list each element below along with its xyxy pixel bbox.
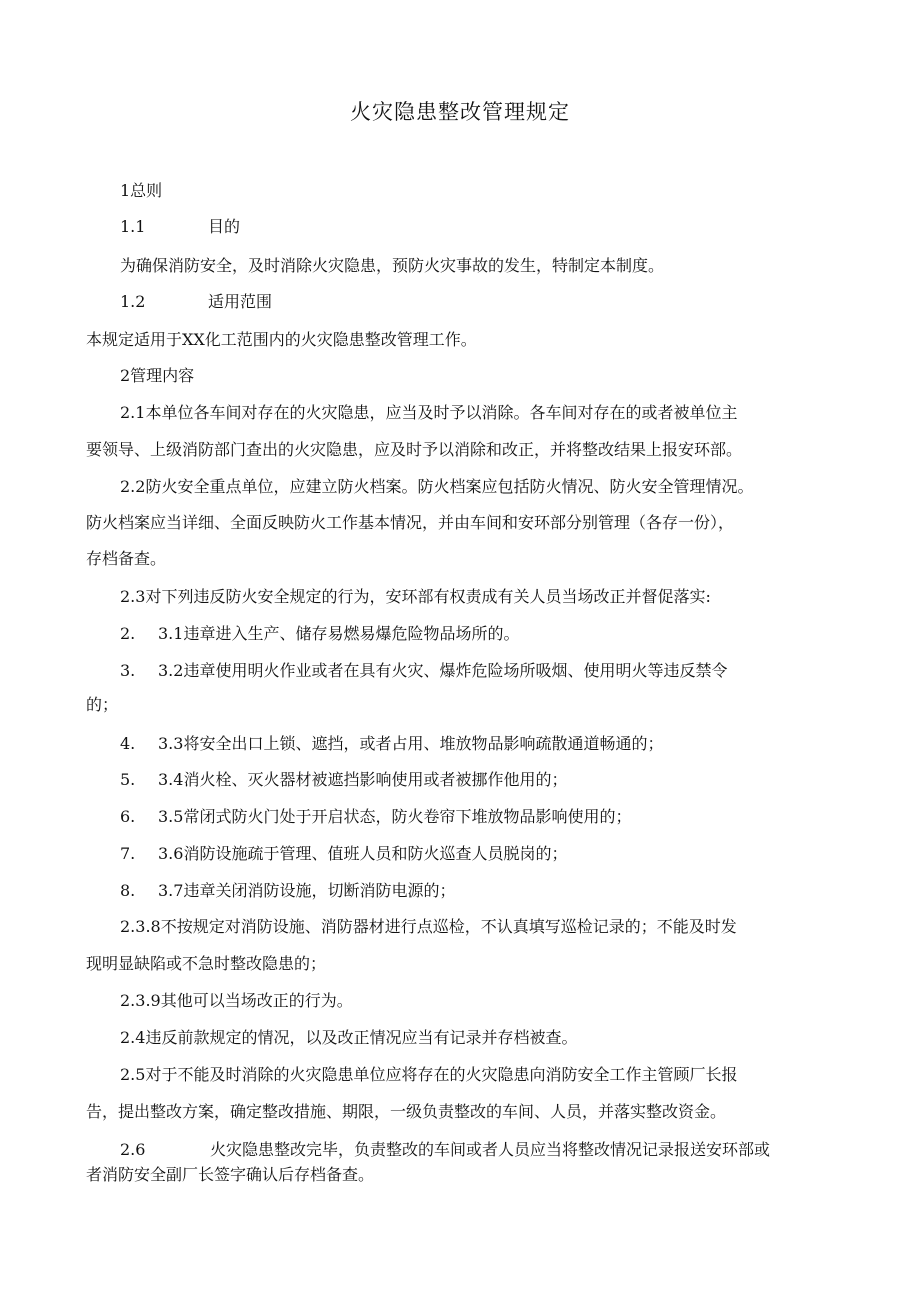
- paragraph: 2.3对下列违反防火安全规定的行为，安环部有权责成有关人员当场改正并督促落实:: [120, 587, 711, 606]
- list-item-number: 4.: [120, 734, 136, 753]
- paragraph: 本规定适用于XX化工范围内的火灾隐患整改管理工作。: [86, 330, 477, 349]
- list-item-text: 3.7违章关闭消防设施，切断消防电源的；: [158, 881, 456, 900]
- list-item-text: 3.1违章进入生产、储存易燃易爆危险物品场所的。: [158, 624, 520, 643]
- subsection-heading: [120, 216, 240, 238]
- paragraph-continuation: 告，提出整改方案，确定整改措施、期限，一级负责整改的车间、人员，并落实整改资金。: [86, 1102, 727, 1121]
- section-heading: 2管理内容: [120, 366, 195, 385]
- list-item: [120, 843, 567, 865]
- subsection-title: 适用范围: [208, 292, 273, 311]
- list-item: [120, 769, 567, 791]
- paragraph: 2.2防火安全重点单位，应建立防火档案。防火档案应包括防火情况、防火安全管理情况。: [120, 477, 754, 496]
- list-item-text: 3.3将安全出口上锁、遮挡，或者占用、堆放物品影响疏散通道畅通的；: [158, 734, 664, 753]
- paragraph: 2.1本单位各车间对存在的火灾隐患，应当及时予以消除。各车间对存在的或者被单位主: [120, 403, 738, 422]
- list-item-number: 5.: [120, 770, 136, 789]
- list-item-text: 3.4消火栓、灭火器材被遮挡影响使用或者被挪作他用的；: [158, 770, 568, 789]
- list-item-number: 7.: [120, 844, 136, 863]
- paragraph-continuation: 现明显缺陷或不急时整改隐患的；: [86, 954, 327, 973]
- list-item-text: 3.5常闭式防火门处于开启状态，防火卷帘下堆放物品影响使用的；: [158, 807, 632, 826]
- paragraph: 2.5对于不能及时消除的火灾隐患单位应将存在的火灾隐患向消防安全工作主管顾厂长报: [120, 1065, 738, 1084]
- subsection-number: 1.2: [120, 292, 146, 311]
- paragraph: 2.4违反前款规定的情况，以及改正情况应当有记录并存档被查。: [120, 1028, 578, 1047]
- paragraph-continuation: 存档备查。: [86, 549, 167, 568]
- paragraph: 2.3.9其他可以当场改正的行为。: [120, 991, 353, 1010]
- list-item: [120, 660, 727, 682]
- subsection-heading: [120, 291, 272, 313]
- list-item-continuation: 的；: [86, 695, 119, 714]
- subsection-number: 2.6: [120, 1140, 146, 1159]
- list-item-number: 2.: [120, 624, 136, 643]
- paragraph-continuation: 防火档案应当详细、全面反映防火工作基本情况，并由车间和安环部分别管理（各存一份），: [86, 513, 735, 532]
- subsection-number: 1.1: [120, 217, 146, 236]
- paragraph-continuation: 者消防安全副厂长签字确认后存档备查。: [86, 1165, 375, 1184]
- paragraph: 为确保消防安全，及时消除火灾隐患，预防火灾事故的发生，特制定本制度。: [120, 256, 665, 275]
- list-item-number: 3.: [120, 661, 136, 680]
- list-item: [120, 880, 455, 902]
- list-item: [120, 733, 663, 755]
- list-item: [120, 806, 631, 828]
- paragraph-continuation: 要领导、上级消防部门查出的火灾隐患，应及时予以消除和改正，并将整改结果上报安环部。: [86, 440, 743, 459]
- subsection-paragraph: [120, 1139, 770, 1161]
- list-item: [120, 623, 519, 645]
- list-item-text: 3.6消防设施疏于管理、值班人员和防火巡查人员脱岗的；: [158, 844, 568, 863]
- paragraph: 2.3.8不按规定对消防设施、消防器材进行点巡检，不认真填写巡检记录的；不能及时发: [120, 917, 737, 936]
- subsection-title: 目的: [208, 217, 241, 236]
- document-title: 火灾隐患整改管理规定: [350, 100, 570, 124]
- list-item-number: 8.: [120, 881, 136, 900]
- section-heading: 1总则: [120, 181, 163, 200]
- subsection-text: 火灾隐患整改完毕，负责整改的车间或者人员应当将整改情况记录报送安环部或: [210, 1140, 771, 1159]
- list-item-text: 3.2违章使用明火作业或者在具有火灾、爆炸危险场所吸烟、使用明火等违反禁令: [158, 661, 728, 680]
- list-item-number: 6.: [120, 807, 136, 826]
